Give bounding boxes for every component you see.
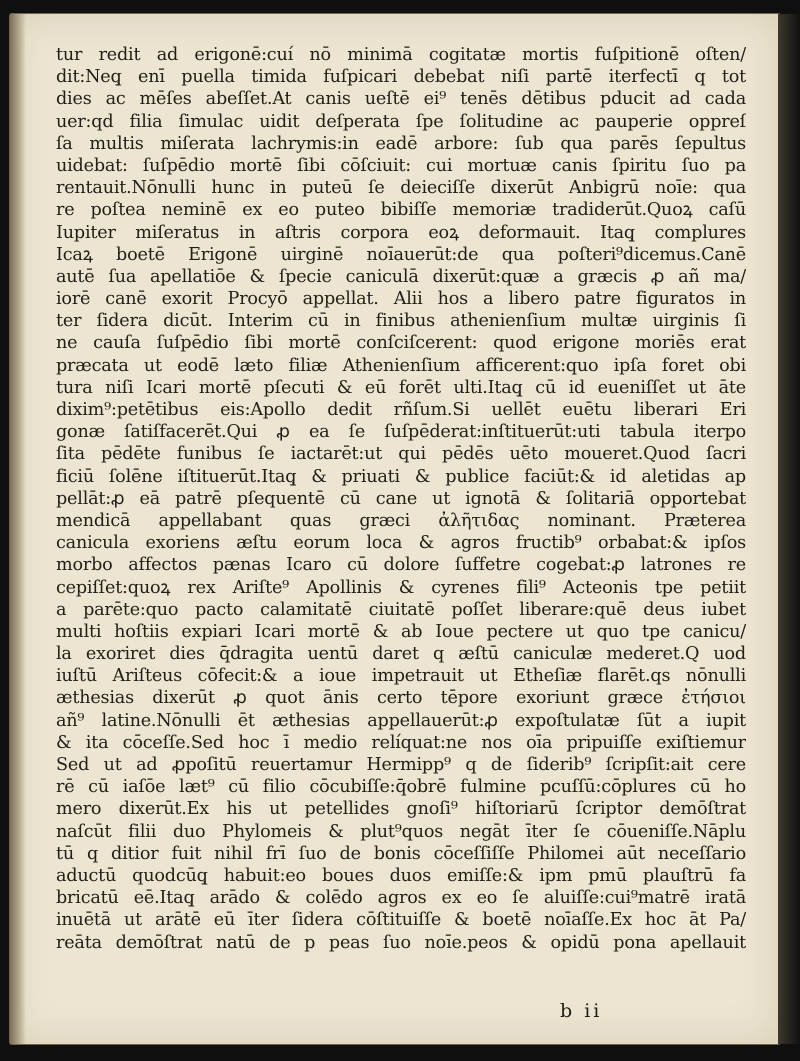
text-line: mero dixerūt.Ex his ut petellides gnoſi⁹ hiſtoriarū ſcriptor demōſtrat — [56, 799, 746, 820]
text-line: bricatū eē.Itaq̧ arādo & colēdo agros ex eo ſe aluiſſe:cui⁹matrē iratā — [56, 888, 746, 909]
text-line: re poſtea neminē ex eo puteo bibiſſe memoriæ tradiderūt.Quoꝝ caſū — [56, 200, 746, 221]
text-line: cepiſſet:quoꝝ rex Ariſte⁹ Apollinis & cyrenes fili⁹ Acteonis tpe petiit — [56, 577, 746, 598]
text-line: uer:qd filia ſimulac uidit deſperata ſpe ſolitudine ac pauperie oppreſ — [56, 111, 746, 132]
page-text — [56, 44, 746, 954]
text-line: tur redit ad erigonē:cuí nō minimā cogitatæ mortis fuſpitionē oſten/ — [56, 45, 746, 65]
page-gutter — [10, 14, 26, 1044]
text-line: a parēte:quo pacto calamitatē ciuitatē poſſet liberare:quē deus iubet — [56, 599, 746, 620]
text-line: Icaꝝ boetē Erigonē uirginē noīauerūt:de qua poſteri⁹dicemus.Canē — [56, 244, 746, 265]
text-line: canicula exoriens æſtu eorum loca & agros fructib⁹ orbabat:& ipſos — [56, 533, 746, 554]
text-line: aductū quodcūq̧ habuit:eo boues duos emiſſe:& ipm pmū plauſtrū fa — [56, 865, 746, 886]
text-line: pellāt:ꝓ eā patrē pſequentē cū cane ut ignotā & ſolitariā opportebat — [56, 488, 746, 509]
text-line: la exoriret̄ dies q̄dragita uentū daret q æſtū caniculæ mederet̄.Q uod — [56, 644, 746, 665]
page-edge — [778, 14, 800, 1044]
text-line: tū q ditior fuit nihil frī ſuo de bonis cōceſſiſſe Philomei aūt neceſſario — [56, 843, 746, 864]
text-line: naſcūt filii duo Phylomeis & plut⁹quos negāt īter ſe cōueniſſe.Nāplu — [56, 821, 746, 842]
text-line: dit:Neq̧ enī puella timida fuſpicari debebat niſi partē iterfectī q tot — [56, 67, 746, 88]
text-line: morbo affectos pænas Icaro cū dolore ſuffetre cogebat:ꝓ latrones re — [56, 555, 746, 576]
text-line: Iupiter miſeratus in aſtris corpora eoꝝ deformauit. Itaq̧ complures — [56, 222, 746, 243]
text-line: iorē canē exorit̄ Procyō appellat̄. Alii hos a libero patre figuratos in — [56, 289, 746, 310]
text-line: multi hoſtiis expiari Icari mortē & ab Ioue pectere ut quo tpe canicu/ — [56, 621, 746, 642]
text-line: ſa multis miſerata lachrymis:in eadē arbore: ſub qua parēs ſepultus — [56, 133, 746, 154]
text-line: præcata ut eodē læto filiæ Athenienſium afficerent̄:quo ipſa foret obi — [56, 355, 746, 376]
text-line: æthesias dixerūt ꝓ quot ānis certo tēpore exoriunt̄ græce ἐτήσιοι — [56, 688, 746, 709]
text-line: mendicā appellabant quas græci ἀλῆτιδας nominant. Præterea — [56, 510, 746, 531]
text-line: dies ac mēſes abeſſet.At canis ueſtē ei⁹ tenēs dētibus pducit ad cada — [56, 89, 746, 110]
text-line: & ita cōceſſe.Sed hoc ī medio relíquat̄:ne nos oīa pripuiſſe exiſtiemur — [56, 732, 746, 753]
text-line: ficiū ſolēne iſtituerūt.Itaq̧ & priuati & publice faciūt:& id aletidas ap — [56, 466, 746, 487]
text-line: iuſtū Ariſteus cōfecit:& a ioue impetrauit ut Etheſiæ flarēt.qs nōnulli — [56, 666, 746, 687]
text-line: gonæ ſatiſfacerēt.Qui ꝓ ea ſe ſuſpēderat:inſtituerūt:uti tabula iterpo — [56, 422, 746, 443]
text-line: ſita pēdēte funibus ſe iactarēt:ut qui pēdēs uēto moueret̄.Quod ſacri — [56, 444, 746, 465]
text-line: tura niſi Icari mortē pſecuti & eū forēt ulti.Itaq̧ cū id eueniſſet ut āte — [56, 377, 746, 398]
page-signature: b ii — [560, 1000, 603, 1022]
text-line: dixim⁹:petētibus eis:Apollo dedit rñſum.Si uellēt euētu liberari Eri — [56, 400, 746, 420]
text-line: añ⁹ latine.Nōnulli ēt æthesias appellauerūt:ꝓ expoſtulatæ ſūt a iupit̄ — [56, 710, 746, 731]
text-line: ter ſidera dicūt. Interim cū in finibus athenienſium multæ uirginis ſi — [56, 311, 746, 332]
text-line: rē cū iaſōe læt⁹ cū filio cōcubiſſe:q̄obrē fulmine pcuſſū:cōplures cū ho — [56, 777, 746, 798]
text-line: ne cauſa ſuſpēdio ſibi mortē conſciſcerent: quod erigone moriēs erat — [56, 333, 746, 354]
text-line: inuētā ut arātē eū īter ſidera cōſtituiſſe & boetē noīaſſe.Ex hoc āt Pa/ — [56, 910, 746, 931]
text-line: Sed ut ad ꝓpoſitū reuertamur Hermipp⁹ q de ſiderib⁹ ſcripſit:ait cere — [56, 755, 746, 775]
text-line: rentauit.Nōnulli hunc in puteū ſe deieciſſe dixerūt Anbigrū noīe: qua — [56, 178, 746, 199]
text-line: reāta demōſtrat natū de p peas ſuo noīe.peos & opidū pona apellauit — [56, 932, 746, 953]
text-line: autē ſua apellatiōe & ſpecie caniculā dixerūt:quæ a græcis ꝓ añ ma/ — [56, 266, 746, 287]
text-line: uidebat: ſuſpēdio mortē ſibi cōſciuit: cui mortuæ canis ſpiritu ſuo pa — [56, 155, 746, 176]
